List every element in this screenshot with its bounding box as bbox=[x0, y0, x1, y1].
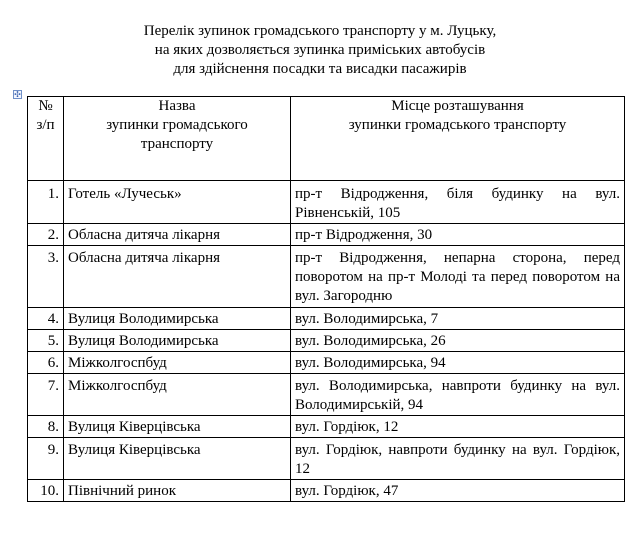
stop-location: вул. Володимирська, 7 bbox=[291, 308, 625, 330]
row-number: 1. bbox=[28, 181, 64, 224]
table-row bbox=[28, 416, 625, 438]
stop-location: вул. Гордіюк, 47 bbox=[291, 480, 625, 502]
stop-location: вул. Володимирська, 26 bbox=[291, 330, 625, 352]
header-number: № з/п bbox=[28, 97, 64, 181]
row-number: 7. bbox=[28, 374, 64, 416]
row-number: 5. bbox=[28, 330, 64, 352]
stop-name: Обласна дитяча лікарня bbox=[64, 246, 291, 308]
title-line: на яких дозволяється зупинка приміських автобусів bbox=[154, 42, 486, 58]
stop-location: вул. Гордіюк, 12 bbox=[291, 416, 625, 438]
row-number: 10. bbox=[28, 480, 64, 502]
row-number: 2. bbox=[28, 224, 64, 246]
row-number: 9. bbox=[28, 438, 64, 480]
table-header-row bbox=[28, 97, 625, 181]
stop-name: Вулиця Володимирська bbox=[64, 330, 291, 352]
row-number: 3. bbox=[28, 246, 64, 308]
stop-location: пр-т Відродження, біля будинку на вул. Рівненській, 105 bbox=[291, 181, 625, 224]
stop-name: Готель «Лучеськ» bbox=[64, 181, 291, 224]
table-row bbox=[28, 181, 625, 224]
stop-location: вул. Гордіюк, навпроти будинку на вул. Гордіюк, 12 bbox=[291, 438, 625, 480]
title-line: Перелік зупинок громадського транспорту у м. Луцьку, bbox=[143, 23, 497, 39]
bus-stops-table bbox=[27, 96, 625, 502]
title-line: для здійснення посадки та висадки пасажирів bbox=[173, 61, 467, 77]
stop-name: Обласна дитяча лікарня bbox=[64, 224, 291, 246]
stop-name: Вулиця Ківерцівська bbox=[64, 416, 291, 438]
table-row bbox=[28, 352, 625, 374]
table-row bbox=[28, 246, 625, 308]
table-row bbox=[28, 480, 625, 502]
stop-location: вул. Володимирська, навпроти будинку на вул. Володимирській, 94 bbox=[291, 374, 625, 416]
stop-name: Вулиця Ківерцівська bbox=[64, 438, 291, 480]
stop-name: Північний ринок bbox=[64, 480, 291, 502]
stop-name: Вулиця Володимирська bbox=[64, 308, 291, 330]
table-row bbox=[28, 438, 625, 480]
table-move-handle-icon[interactable]: ✣ bbox=[14, 90, 21, 99]
row-number: 6. bbox=[28, 352, 64, 374]
row-number: 8. bbox=[28, 416, 64, 438]
stop-name: Міжколгоспбуд bbox=[64, 374, 291, 416]
table-row bbox=[28, 330, 625, 352]
table-row bbox=[28, 224, 625, 246]
table-row bbox=[28, 308, 625, 330]
stop-location: пр-т Відродження, непарна сторона, перед поворотом на пр-т Молоді та перед поворотом на вул. Загородню bbox=[291, 246, 625, 308]
document-title bbox=[0, 22, 640, 79]
stop-location: вул. Володимирська, 94 bbox=[291, 352, 625, 374]
stop-location: пр-т Відродження, 30 bbox=[291, 224, 625, 246]
table-row bbox=[28, 374, 625, 416]
stop-name: Міжколгоспбуд bbox=[64, 352, 291, 374]
header-location: Місце розташування зупинки громадського транспорту bbox=[291, 97, 625, 181]
header-stop-name: Назва зупинки громадського транспорту bbox=[64, 97, 291, 181]
row-number: 4. bbox=[28, 308, 64, 330]
